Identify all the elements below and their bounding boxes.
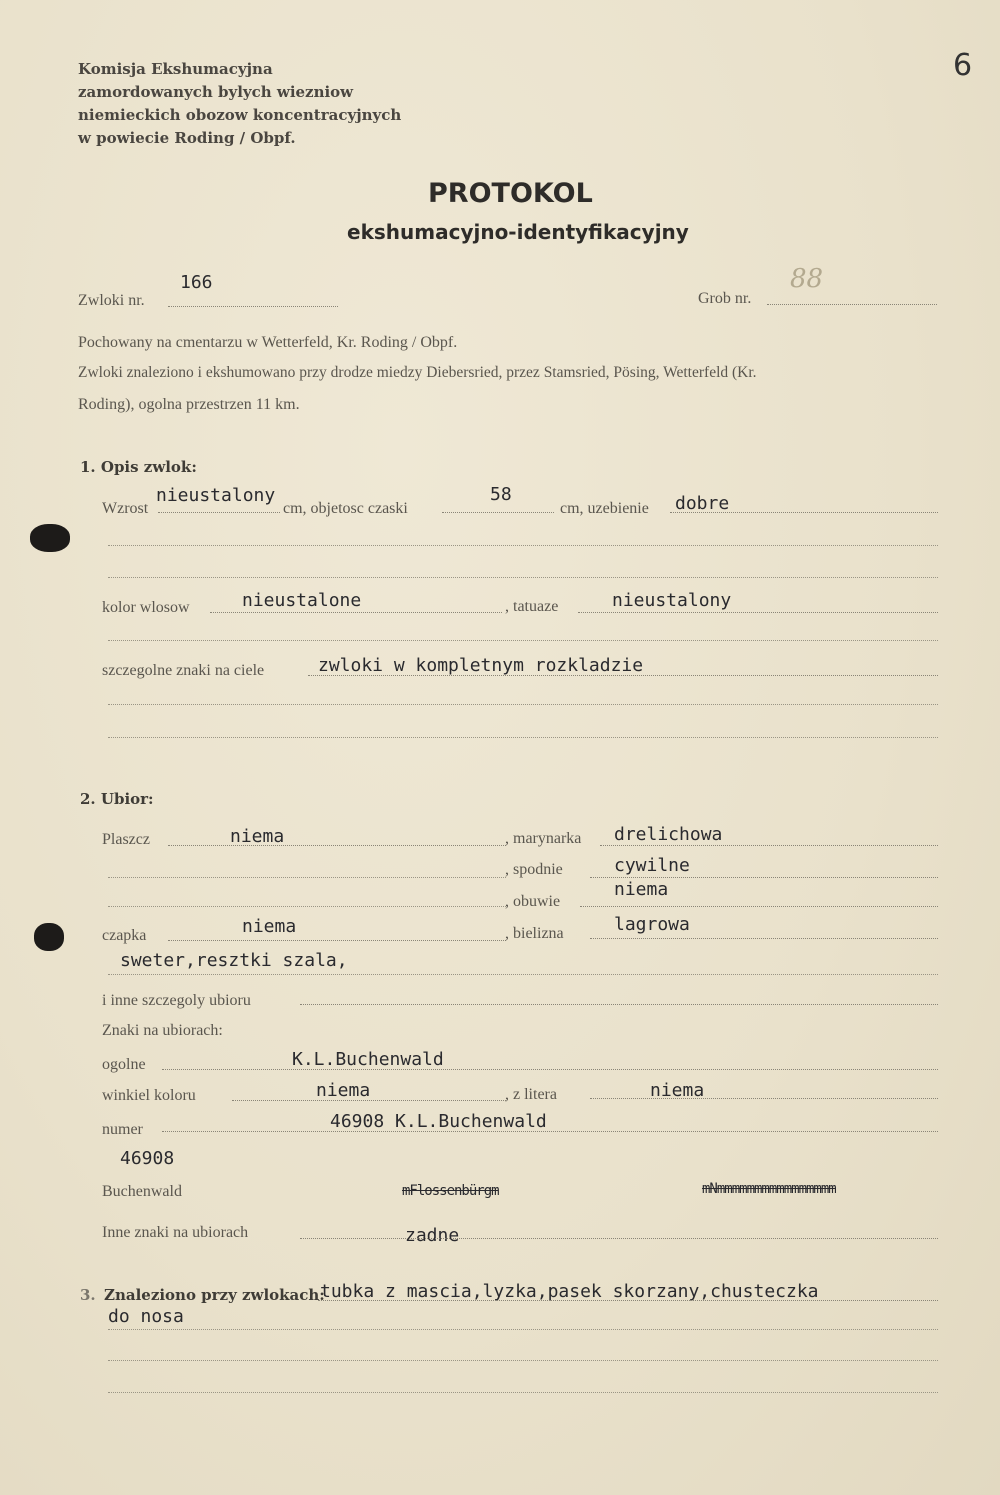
numer-line: [162, 1131, 938, 1132]
wzrost-line: [158, 512, 280, 513]
grob-line: [767, 304, 937, 305]
spodnie-value: cywilne: [614, 855, 690, 876]
tatuaze-label: , tatuaze: [505, 598, 559, 615]
blank-line: [108, 1392, 938, 1393]
flossenburg-struck: mFlossenbürgm: [402, 1183, 499, 1199]
struck-text-right: mNmmmmmmmmmmmmmmmm: [702, 1181, 836, 1197]
document-subtitle: ekshumacyjno-identyfikacyjny: [347, 220, 689, 244]
tatuaze-line: [578, 612, 938, 613]
zwloki-value: 166: [180, 272, 213, 293]
blank-line: [108, 1329, 938, 1330]
found-items-line2: do nosa: [108, 1306, 184, 1327]
ogolne-label: ogolne: [102, 1056, 146, 1073]
header-line: Komisja Ekshumacyjna: [78, 60, 273, 78]
punch-hole-bottom: [34, 923, 64, 951]
blank-line: [108, 877, 506, 878]
znaki-ubior-heading: Znaki na ubiorach:: [102, 1022, 223, 1039]
blank-line: [108, 737, 938, 738]
section2-heading: 2. Ubior:: [80, 790, 154, 808]
header-line: zamordowanych bylych wiezniow: [78, 83, 354, 101]
spodnie-line: [590, 877, 938, 878]
found-text-1: Zwloki znaleziono i ekshumowano przy drodze miedzy Diebersried, przez Stamsried, Pösing, Wetterfeld (Kr.: [78, 364, 757, 381]
inne-ubior-label: i inne szczegoly ubioru: [102, 992, 251, 1009]
commission-header: [78, 58, 401, 150]
grob-label: Grob nr.: [698, 290, 752, 307]
marynarka-line: [600, 845, 938, 846]
uzebienie-label: cm, uzebienie: [560, 500, 649, 517]
section1-heading: 1. Opis zwlok:: [80, 458, 197, 476]
marynarka-label: , marynarka: [505, 830, 582, 847]
winkiel-value: niema: [316, 1080, 371, 1101]
buchenwald-label: Buchenwald: [102, 1183, 182, 1200]
inne-znaki-value: zadne: [405, 1225, 460, 1246]
blank-line: [108, 1360, 938, 1361]
section3-heading: Znaleziono przy zwlokach:: [104, 1286, 325, 1304]
inne-znaki-line: [300, 1238, 938, 1239]
blank-line: [108, 704, 938, 705]
found-items-line: [318, 1300, 938, 1301]
ogolne-value: K.L.Buchenwald: [292, 1049, 444, 1070]
czapka-value: niema: [242, 916, 297, 937]
burial-text: Pochowany na cmentarzu w Wetterfeld, Kr. Roding / Obpf.: [78, 334, 458, 351]
wzrost-value: nieustalony: [156, 485, 276, 506]
winkiel-label: winkiel koloru: [102, 1087, 196, 1104]
zwloki-label: Zwloki nr.: [78, 292, 145, 309]
inne-znaki-label: Inne znaki na ubiorach: [102, 1224, 249, 1241]
plaszcz-line: [168, 845, 506, 846]
blank-line: [108, 577, 938, 578]
inne-ubior-line: [300, 1004, 938, 1005]
uzebienie-value: dobre: [675, 493, 730, 514]
numer-value: 46908 K.L.Buchenwald: [330, 1111, 547, 1132]
header-line: w powiecie Roding / Obpf.: [78, 129, 296, 147]
found-text-2: Roding), ogolna przestrzen 11 km.: [78, 396, 300, 413]
czapka-line: [168, 940, 506, 941]
inne-ubior-value: sweter,resztki szala,: [120, 950, 348, 971]
numer-extra-value: 46908: [120, 1148, 175, 1169]
litera-label: , z litera: [505, 1086, 557, 1103]
blank-line: [108, 640, 938, 641]
bielizna-value: lagrowa: [614, 914, 690, 935]
marynarka-value: drelichowa: [614, 824, 723, 845]
uzebienie-line: [670, 512, 938, 513]
znaki-value: zwloki w kompletnym rozkladzie: [318, 655, 644, 676]
winkiel-line: [232, 1100, 506, 1101]
ogolne-line: [162, 1069, 938, 1070]
kolor-label: kolor wlosow: [102, 599, 190, 616]
section3-number: 3.: [80, 1286, 96, 1304]
blank-line: [108, 545, 938, 546]
obuwie-value: niema: [614, 879, 669, 900]
czaszka-line: [442, 512, 554, 513]
znaki-line: [308, 675, 938, 676]
obuwie-label: , obuwie: [505, 893, 561, 910]
czaszka-value: 58: [490, 484, 512, 505]
page-number: 6: [953, 48, 973, 83]
plaszcz-value: niema: [230, 826, 285, 847]
bielizna-label: , bielizna: [505, 925, 564, 942]
znaki-label: szczegolne znaki na ciele: [102, 662, 265, 679]
blank-line: [108, 974, 938, 975]
punch-hole-top: [30, 524, 70, 552]
numer-label: numer: [102, 1121, 143, 1138]
litera-line: [590, 1098, 938, 1099]
found-items-line1: tubka z mascia,lyzka,pasek skorzany,chusteczka: [320, 1281, 819, 1302]
header-line: niemieckich obozow koncentracyjnych: [78, 106, 402, 124]
spodnie-label: , spodnie: [505, 861, 563, 878]
obuwie-line: [580, 906, 938, 907]
tatuaze-value: nieustalony: [612, 590, 732, 611]
document-title: PROTOKOL: [428, 178, 593, 209]
kolor-line: [210, 612, 502, 613]
kolor-value: nieustalone: [242, 590, 362, 611]
czapka-label: czapka: [102, 927, 147, 944]
bielizna-line: [590, 938, 938, 939]
plaszcz-label: Plaszcz: [102, 831, 150, 848]
blank-line: [108, 906, 506, 907]
wzrost-label: Wzrost: [102, 500, 149, 517]
grob-value: 88: [790, 264, 824, 294]
cm-objetosc-label: cm, objetosc czaski: [283, 500, 408, 517]
litera-value: niema: [650, 1080, 705, 1101]
zwloki-line: [168, 306, 338, 307]
